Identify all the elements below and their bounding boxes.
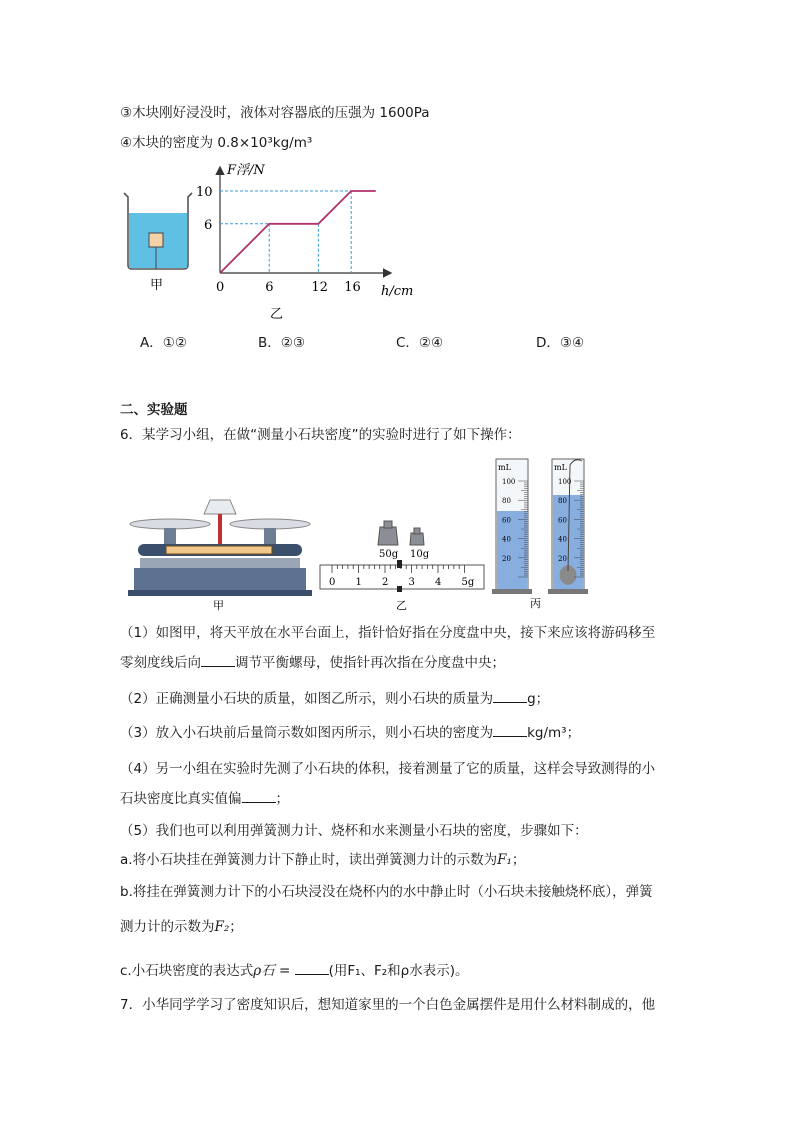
y-axis-label: F浮/N <box>227 163 265 178</box>
q6-stem: 6．某学习小组，在做“测量小石块密度”的实验时进行了如下操作： <box>120 427 521 443</box>
y-tick-label: 6 <box>204 217 213 233</box>
cylinder-label: 80 <box>502 497 511 506</box>
q5-item3: ③木块刚好浸没时，液体对容器底的压强为 1600Pa <box>120 105 430 121</box>
q6-pa-pre: a.将小石块挂在弹簧测力计下静止时，读出弹簧测力计的示数为 <box>120 852 498 868</box>
ruler-label: 4 <box>435 577 442 588</box>
cyl1-unit: mL <box>498 463 511 472</box>
figure-label-bing: 丙 <box>530 597 541 610</box>
x-tick-label: 12 <box>311 280 328 295</box>
q6-p4b-post: ； <box>275 791 289 807</box>
cylinder-label: 60 <box>502 516 511 525</box>
q6-p1b-pre: 零刻度线后向 <box>120 655 201 671</box>
q6-p1a: （1）如图甲，将天平放在水平台面上，指针恰好指在分度盘中央，接下来应该将游码移至 <box>120 625 656 641</box>
cylinder-label: 100 <box>502 478 516 486</box>
var-f1: F₁ <box>497 852 512 868</box>
weight-10g: 10g <box>410 549 430 560</box>
cylinders-figure <box>490 455 600 615</box>
figure-label-jia: 甲 <box>213 599 224 612</box>
ruler-label: 5g <box>461 577 475 588</box>
option-d[interactable]: D．③④ <box>536 335 585 351</box>
q6-p2-pre: （2）正确测量小石块的质量，如图乙所示，则小石块的质量为 <box>120 691 494 707</box>
figure-label-yi: 乙 <box>396 599 407 612</box>
x-axis-label: h/cm <box>381 284 414 299</box>
x-tick-label: 6 <box>265 280 274 295</box>
cylinder-label: 20 <box>502 554 511 563</box>
cylinder-label: 100 <box>558 478 572 486</box>
cylinder-label: 20 <box>558 554 567 563</box>
figB-label: 乙 <box>270 307 284 322</box>
beaker-figure <box>118 185 198 295</box>
answer-blank-3[interactable] <box>493 722 527 737</box>
cyl2-unit: mL <box>554 463 567 472</box>
q6-p4a: （4）另一小组在实验时先测了小石块的体积，接着测量了它的质量，这样会导致测得的小 <box>120 761 656 777</box>
cylinder-label: 40 <box>558 535 567 544</box>
answer-blank-5[interactable] <box>295 960 329 975</box>
figA-label: 甲 <box>150 278 164 293</box>
ruler-label: 0 <box>329 577 336 588</box>
balance-figure <box>118 492 323 612</box>
section-title: 二、实验题 <box>120 402 188 418</box>
q6-p2-post: g； <box>527 691 550 707</box>
q7-stem: 7．小华同学学习了密度知识后，想知道家里的一个白色金属摆件是用什么材料制成的，他 <box>120 997 656 1013</box>
series-line <box>220 191 376 273</box>
var-rho: ρ石 = <box>253 963 295 979</box>
answer-blank-2[interactable] <box>493 688 527 703</box>
y-tick-label: 10 <box>196 185 213 200</box>
q6-pb2-post: ； <box>229 919 243 935</box>
q6-pc-pre: c.小石块密度的表达式 <box>120 963 254 979</box>
q6-p3 <box>120 722 580 743</box>
q6-pb1: b.将挂在弹簧测力计下的小石块浸没在烧杯内的水中静止时（小石块未接触烧杯底），弹簧 <box>120 884 653 900</box>
ruler-label: 3 <box>408 577 415 588</box>
option-b[interactable]: B．②③ <box>258 335 305 351</box>
q6-pc <box>120 960 469 981</box>
q6-pa-post: ； <box>511 852 526 868</box>
cylinder-label: 80 <box>558 497 567 506</box>
var-f2: F₂ <box>214 919 230 935</box>
x-tick-label: 0 <box>216 280 225 295</box>
q6-p4b-pre: 石块密度比真实值偏 <box>120 791 242 807</box>
q6-pb2-pre: 测力计的示数为 <box>120 919 215 935</box>
answer-blank-4[interactable] <box>242 788 276 803</box>
cylinder-label: 60 <box>558 516 567 525</box>
answer-blank-1[interactable] <box>201 652 235 667</box>
q6-p3-pre: （3）放入小石块前后量筒示数如图丙所示，则小石块的密度为 <box>120 725 494 741</box>
q5-item4: ④木块的密度为 0.8×10³kg/m³ <box>120 135 313 151</box>
q6-p5: （5）我们也可以利用弹簧测力计、烧杯和水来测量小石块的密度，步骤如下： <box>120 823 588 839</box>
ruler-label: 2 <box>382 577 389 588</box>
option-c[interactable]: C．②④ <box>396 335 444 351</box>
q6-p1b-post: 调节平衡螺母，使指针再次指在分度盘中央； <box>235 655 505 671</box>
ruler-label: 1 <box>355 577 362 588</box>
q6-pb2 <box>120 917 243 937</box>
q6-p3-post: kg/m³； <box>527 725 581 741</box>
q6-pa <box>120 850 525 870</box>
option-a[interactable]: A．①② <box>140 335 187 351</box>
q6-p4b <box>120 788 289 809</box>
q6-p2 <box>120 688 549 709</box>
buoyancy-graph <box>195 158 425 326</box>
x-tick-label: 16 <box>344 280 361 295</box>
weights-ruler-figure <box>318 515 490 615</box>
cylinder-label: 40 <box>502 535 511 544</box>
q6-pc-post: (用F₁、F₂和ρ水表示)。 <box>328 963 469 979</box>
q6-p1b <box>120 652 505 673</box>
weight-50g: 50g <box>379 549 399 560</box>
